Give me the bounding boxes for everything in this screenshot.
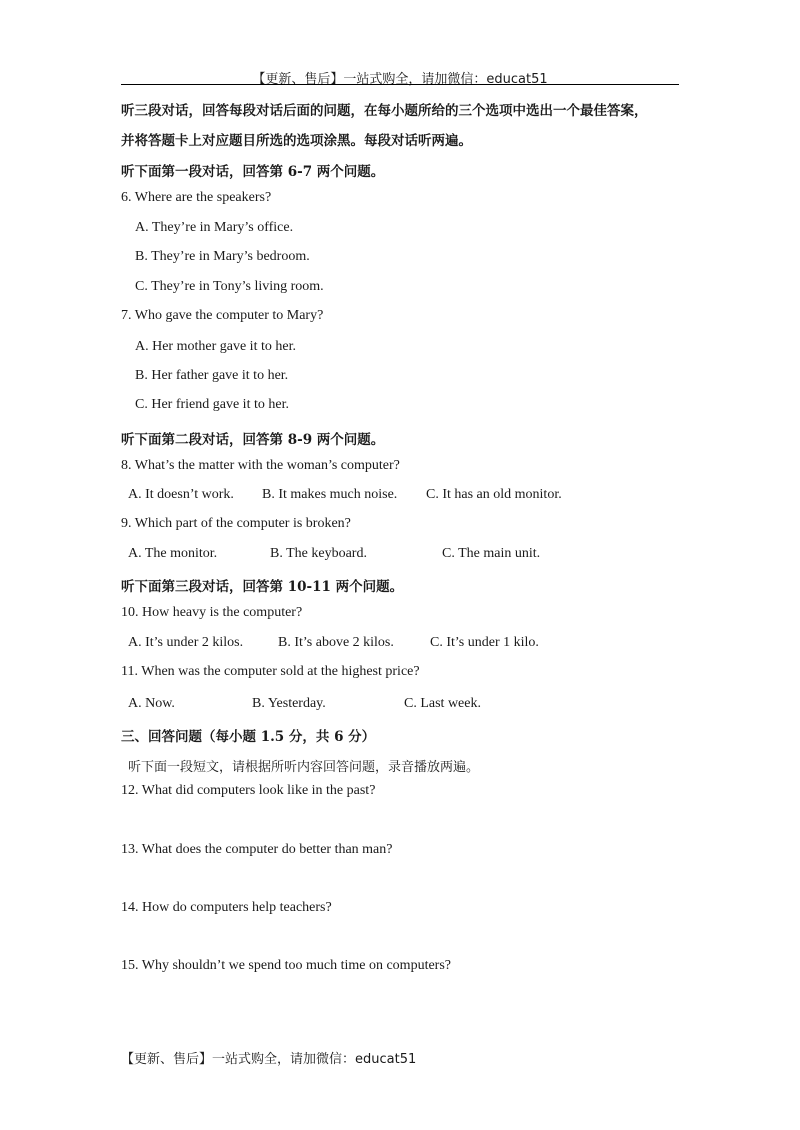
section-1-heading: 听下面第一段对话，回答第 6-7 两个问题。 <box>121 164 385 180</box>
part-3-instruction: 听下面一段短文，请根据所听内容回答问题，录音播放两遍。 <box>128 760 480 775</box>
open-question-15: 15. Why shouldn’t we spend too much time on computers? <box>121 958 451 973</box>
part-3-heading: 三、回答问题（每小题 1.5 分，共 6 分） <box>121 729 376 745</box>
question-6: 6. Where are the speakers? <box>121 190 272 205</box>
q8-option-b: B. It makes much noise. <box>262 487 398 502</box>
q8-option-c: C. It has an old monitor. <box>426 487 562 502</box>
q7-option-c: C. Her friend gave it to her. <box>135 397 289 412</box>
q9-option-c: C. The main unit. <box>442 546 541 561</box>
q9-option-b: B. The keyboard. <box>270 546 367 561</box>
q6-option-a: A. They’re in Mary’s office. <box>135 220 294 235</box>
instruction-line-2: 并将答题卡上对应题目所选的选项涂黑。每段对话听两遍。 <box>121 133 472 149</box>
open-question-13: 13. What does the computer do better than man? <box>121 842 393 857</box>
q8-option-a: A. It doesn’t work. <box>128 487 234 502</box>
instruction-line-1: 听三段对话，回答每段对话后面的问题，在每小题所给的三个选项中选出一个最佳答案， <box>121 103 648 119</box>
open-question-14: 14. How do computers help teachers? <box>121 900 332 915</box>
q11-option-b: B. Yesterday. <box>252 696 326 711</box>
q6-option-c: C. They’re in Tony’s living room. <box>135 279 324 294</box>
page-footer: 【更新、售后】一站式购全，请加微信：educat51 <box>121 1052 417 1067</box>
section-3-heading: 听下面第三段对话，回答第 10-11 两个问题。 <box>121 579 404 595</box>
q10-options <box>128 635 688 655</box>
question-8: 8. What’s the matter with the woman’s computer? <box>121 458 400 473</box>
q7-option-b: B. Her father gave it to her. <box>135 368 289 383</box>
q6-option-b: B. They’re in Mary’s bedroom. <box>135 249 310 264</box>
q9-option-a: A. The monitor. <box>128 546 218 561</box>
open-question-12: 12. What did computers look like in the past? <box>121 783 376 798</box>
q8-options <box>128 487 688 507</box>
question-9: 9. Which part of the computer is broken? <box>121 516 351 531</box>
q11-option-a: A. Now. <box>128 696 175 711</box>
q7-option-a: A. Her mother gave it to her. <box>135 339 296 354</box>
section-2-heading: 听下面第二段对话，回答第 8-9 两个问题。 <box>121 432 385 448</box>
q9-options <box>128 546 688 566</box>
question-7: 7. Who gave the computer to Mary? <box>121 308 324 323</box>
q10-option-a: A. It’s under 2 kilos. <box>128 635 244 650</box>
question-11: 11. When was the computer sold at the highest price? <box>121 664 420 679</box>
question-10: 10. How heavy is the computer? <box>121 605 303 620</box>
page-header: 【更新、售后】一站式购全，请加微信：educat51 <box>252 72 548 87</box>
q10-option-b: B. It’s above 2 kilos. <box>278 635 394 650</box>
q10-option-c: C. It’s under 1 kilo. <box>430 635 539 650</box>
q11-options <box>128 696 688 716</box>
q11-option-c: C. Last week. <box>404 696 481 711</box>
header-divider <box>121 84 679 85</box>
